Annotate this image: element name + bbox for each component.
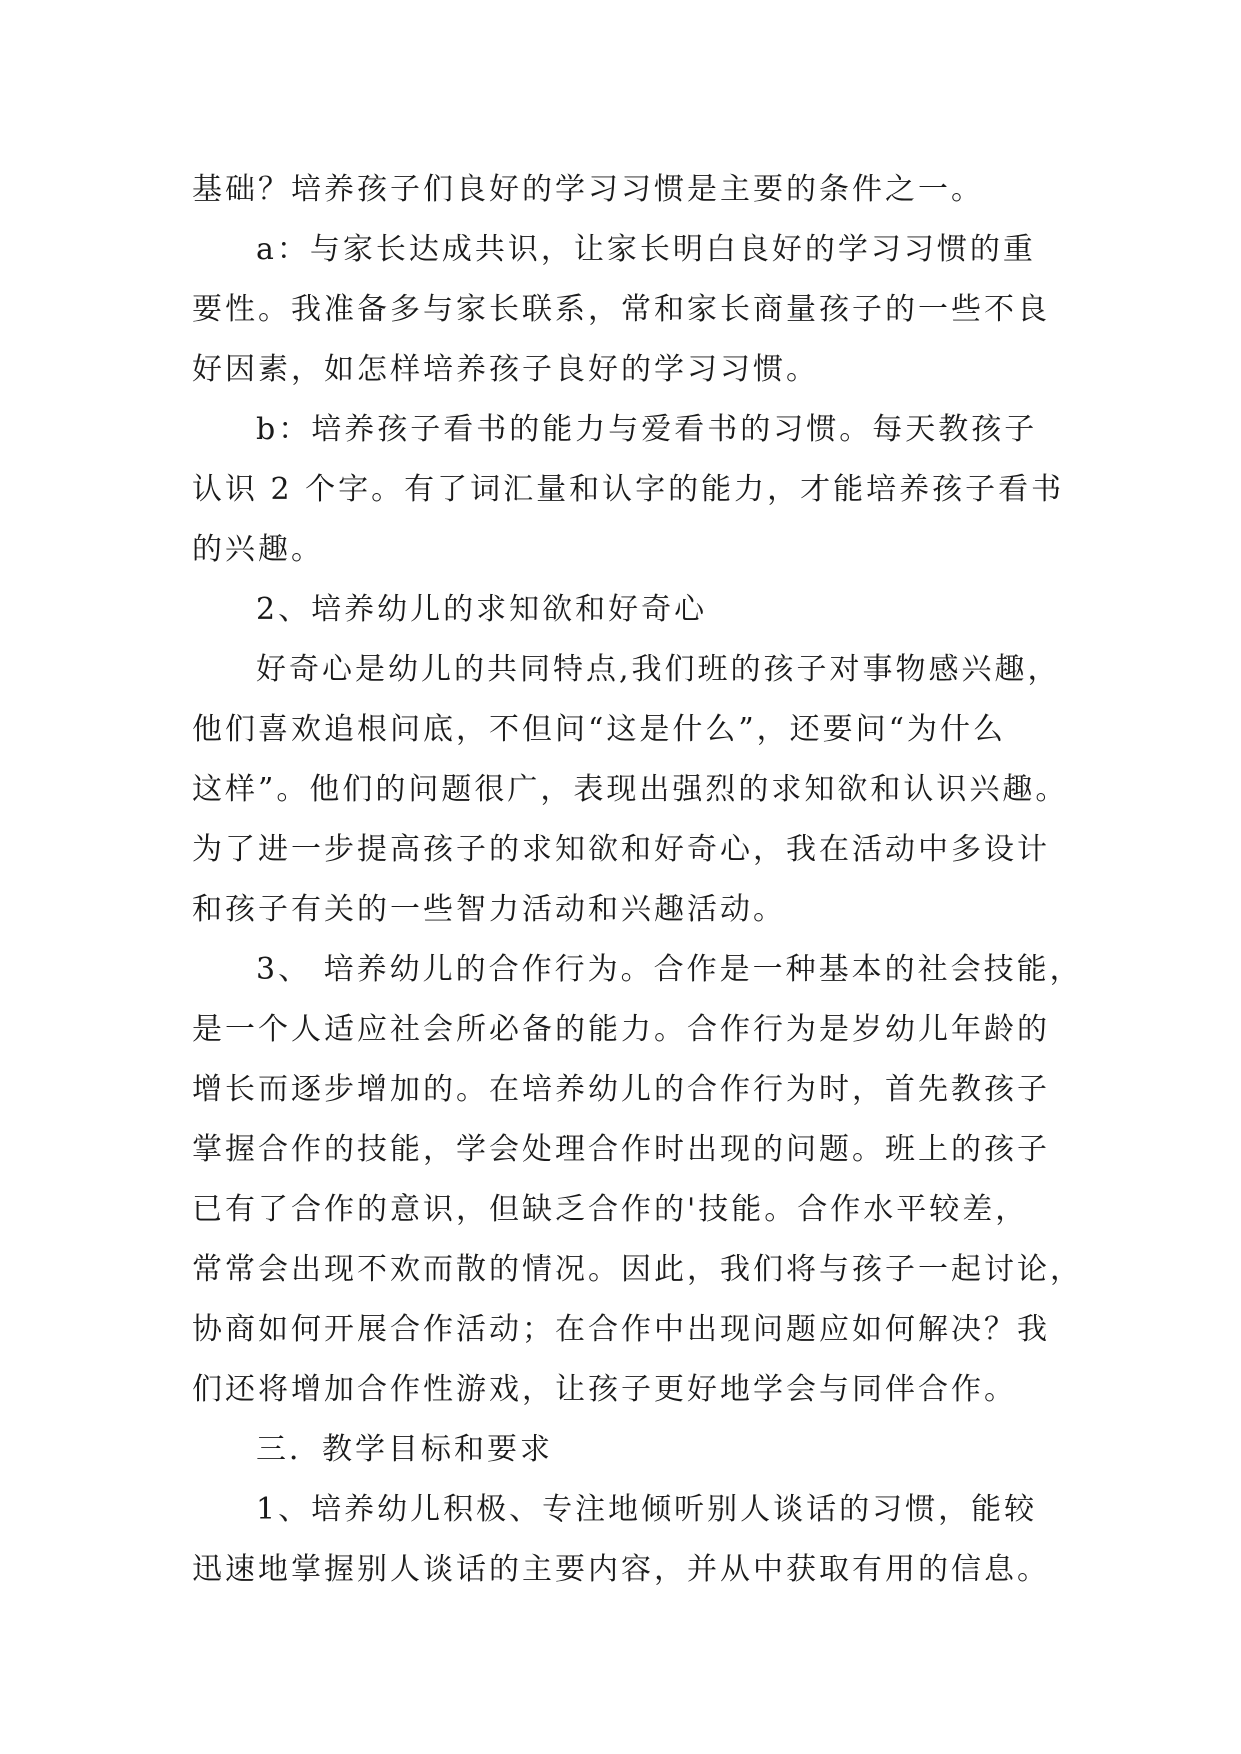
text-line: 协商如何开展合作活动；在合作中出现问题应如何解决？我 <box>192 1312 1050 1347</box>
text-line: 的兴趣。 <box>192 532 324 567</box>
text-line: 3、 培养幼儿的合作行为。合作是一种基本的社会技能， <box>256 952 1083 987</box>
text-line: 这样”。他们的问题很广，表现出强烈的求知欲和认识兴趣。 <box>192 772 1069 807</box>
text-line: 们还将增加合作性游戏，让孩子更好地学会与同伴合作。 <box>192 1372 1017 1407</box>
text-line: 认识 2 个字。有了词汇量和认字的能力，才能培养孩子看书 <box>192 472 1065 507</box>
text-line: 好因素，如怎样培养孩子良好的学习习惯。 <box>192 352 819 387</box>
text-line: a：与家长达成共识，让家长明白良好的学习习惯的重 <box>256 232 1036 267</box>
document-body <box>192 160 1083 1600</box>
text-line: 要性。我准备多与家长联系，常和家长商量孩子的一些不良 <box>192 292 1050 327</box>
text-line: 基础？培养孩子们良好的学习习惯是主要的条件之一。 <box>192 172 984 207</box>
text-line: 增长而逐步增加的。在培养幼儿的合作行为时，首先教孩子 <box>192 1072 1050 1107</box>
text-line: 掌握合作的技能，学会处理合作时出现的问题。班上的孩子 <box>192 1132 1050 1167</box>
text-line: 常常会出现不欢而散的情况。因此，我们将与孩子一起讨论， <box>192 1252 1083 1287</box>
text-line: 三．教学目标和要求 <box>256 1432 553 1467</box>
text-line: 他们喜欢追根问底，不但问“这是什么”，还要问“为什么 <box>192 712 1007 747</box>
text-line: 为了进一步提高孩子的求知欲和好奇心，我在活动中多设计 <box>192 832 1050 867</box>
text-line: 迅速地掌握别人谈话的主要内容，并从中获取有用的信息。 <box>192 1552 1050 1587</box>
text-line: b：培养孩子看书的能力与爱看书的习惯。每天教孩子 <box>256 412 1038 447</box>
text-line: 是一个人适应社会所必备的能力。合作行为是岁幼儿年龄的 <box>192 1012 1050 1047</box>
text-line: 和孩子有关的一些智力活动和兴趣活动。 <box>192 892 786 927</box>
text-line: 已有了合作的意识，但缺乏合作的'技能。合作水平较差， <box>192 1192 1029 1227</box>
text-line: 2、培养幼儿的求知欲和好奇心 <box>256 592 708 627</box>
text-line: 1、培养幼儿积极、专注地倾听别人谈话的习惯，能较 <box>256 1492 1038 1527</box>
text-line: 好奇心是幼儿的共同特点,我们班的孩子对事物感兴趣， <box>256 652 1061 687</box>
